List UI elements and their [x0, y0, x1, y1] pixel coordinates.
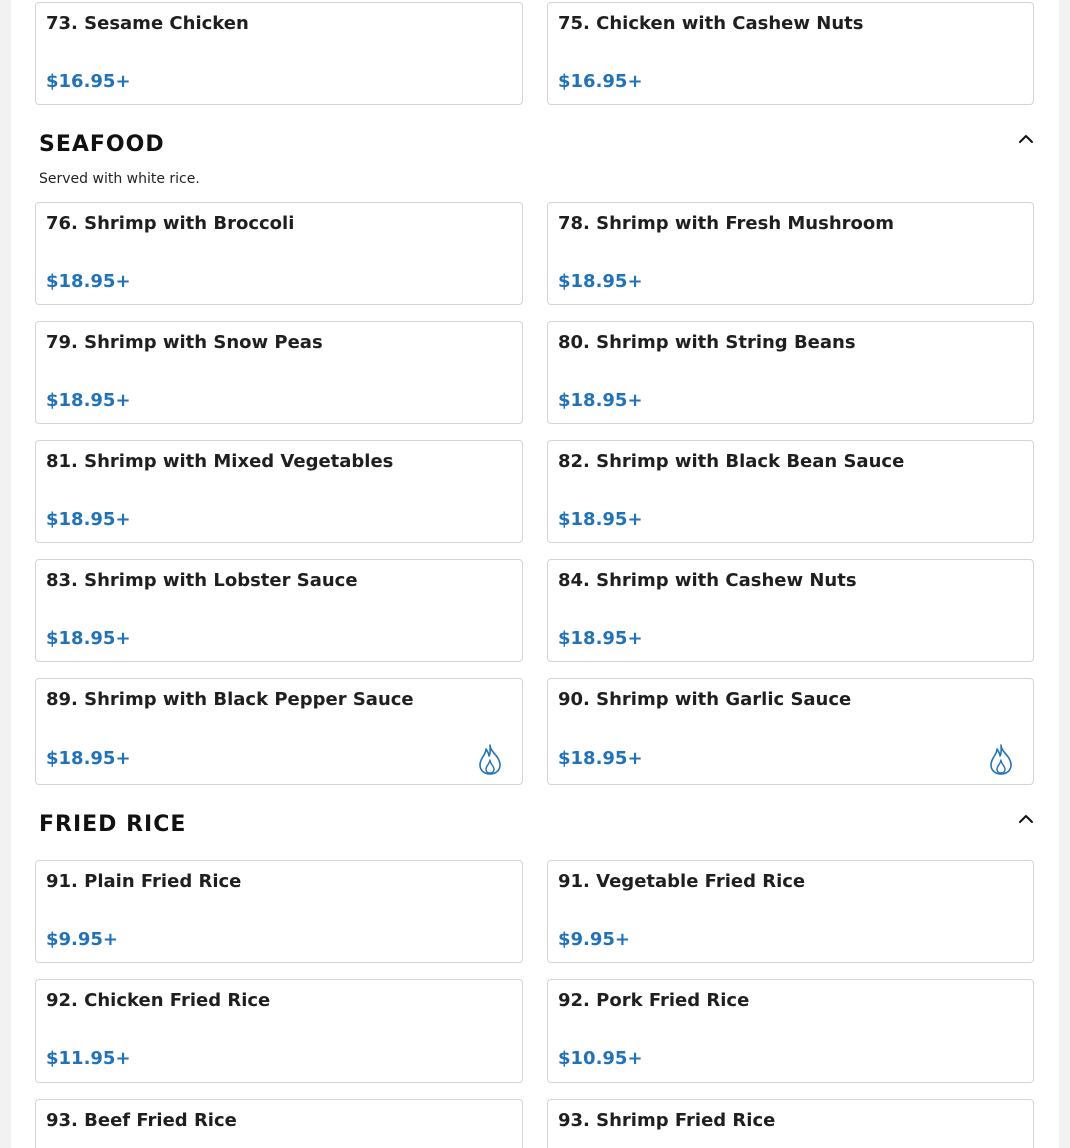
- menu-item-card[interactable]: [35, 440, 523, 543]
- menu-item-name: 84. Shrimp with Cashew Nuts: [558, 570, 857, 591]
- menu-item-name: 73. Sesame Chicken: [46, 13, 249, 34]
- menu-item-price: $18.95+: [558, 748, 643, 769]
- menu-item-name: 93. Beef Fried Rice: [46, 1110, 237, 1131]
- seafood-items-grid: [35, 202, 1034, 785]
- section-title-fried-rice: FRIED RICE: [39, 812, 187, 837]
- menu-item-card[interactable]: [35, 559, 523, 662]
- menu-item-price: $9.95+: [558, 929, 631, 950]
- menu-item-card[interactable]: [547, 1099, 1034, 1148]
- spicy-flame-icon: [988, 743, 1014, 775]
- menu-item-price: $9.95+: [46, 929, 119, 950]
- menu-item-card[interactable]: [547, 321, 1034, 424]
- section-description-seafood: Served with white rice.: [39, 171, 200, 187]
- menu-item-card[interactable]: [547, 678, 1034, 785]
- menu-item-name: 89. Shrimp with Black Pepper Sauce: [46, 689, 414, 710]
- menu-item-price: $18.95+: [46, 390, 131, 411]
- menu-item-price: $16.95+: [558, 71, 643, 92]
- menu-item-card[interactable]: [35, 860, 523, 963]
- menu-item-card[interactable]: [547, 440, 1034, 543]
- spicy-flame-icon: [477, 743, 503, 775]
- menu-item-name: 91. Plain Fried Rice: [46, 871, 242, 892]
- menu-item-price: $18.95+: [46, 509, 131, 530]
- menu-item-name: 82. Shrimp with Black Bean Sauce: [558, 451, 905, 472]
- menu-item-name: 90. Shrimp with Garlic Sauce: [558, 689, 852, 710]
- menu-item-name: 76. Shrimp with Broccoli: [46, 213, 295, 234]
- menu-item-price: $10.95+: [558, 1048, 643, 1069]
- menu-item-card[interactable]: [547, 2, 1034, 105]
- chevron-up-icon[interactable]: [1017, 810, 1035, 828]
- menu-item-name: 83. Shrimp with Lobster Sauce: [46, 570, 358, 591]
- menu-item-price: $18.95+: [558, 509, 643, 530]
- menu-item-price: $18.95+: [558, 390, 643, 411]
- menu-item-card[interactable]: [35, 202, 523, 305]
- chevron-up-icon[interactable]: [1017, 130, 1035, 148]
- menu-item-name: 93. Shrimp Fried Rice: [558, 1110, 776, 1131]
- menu-item-price: $18.95+: [558, 628, 643, 649]
- menu-item-name: 81. Shrimp with Mixed Vegetables: [46, 451, 394, 472]
- menu-item-price: $18.95+: [46, 628, 131, 649]
- menu-item-card[interactable]: [35, 321, 523, 424]
- menu-item-card[interactable]: [35, 979, 523, 1083]
- menu-item-price: $18.95+: [46, 271, 131, 292]
- menu-item-card[interactable]: [547, 202, 1034, 305]
- menu-item-card[interactable]: [547, 979, 1034, 1083]
- menu-item-name: 92. Chicken Fried Rice: [46, 990, 271, 1011]
- menu-item-price: $18.95+: [46, 748, 131, 769]
- menu-item-card[interactable]: [35, 678, 523, 785]
- fried-rice-items-grid: [35, 860, 1034, 1148]
- menu-item-name: 75. Chicken with Cashew Nuts: [558, 13, 864, 34]
- menu-item-card[interactable]: [547, 860, 1034, 963]
- menu-item-card[interactable]: [35, 2, 523, 105]
- section-title-seafood: SEAFOOD: [39, 132, 165, 157]
- menu-item-price: $11.95+: [46, 1048, 131, 1069]
- menu-item-card[interactable]: [35, 1099, 523, 1148]
- menu-page: [11, 0, 1059, 1148]
- chicken-items-grid: [35, 2, 1034, 105]
- menu-item-price: $18.95+: [558, 271, 643, 292]
- menu-item-price: $16.95+: [46, 71, 131, 92]
- menu-item-name: 79. Shrimp with Snow Peas: [46, 332, 323, 353]
- menu-item-name: 91. Vegetable Fried Rice: [558, 871, 806, 892]
- menu-item-name: 78. Shrimp with Fresh Mushroom: [558, 213, 895, 234]
- menu-item-name: 92. Pork Fried Rice: [558, 990, 750, 1011]
- menu-item-name: 80. Shrimp with String Beans: [558, 332, 856, 353]
- menu-item-card[interactable]: [547, 559, 1034, 662]
